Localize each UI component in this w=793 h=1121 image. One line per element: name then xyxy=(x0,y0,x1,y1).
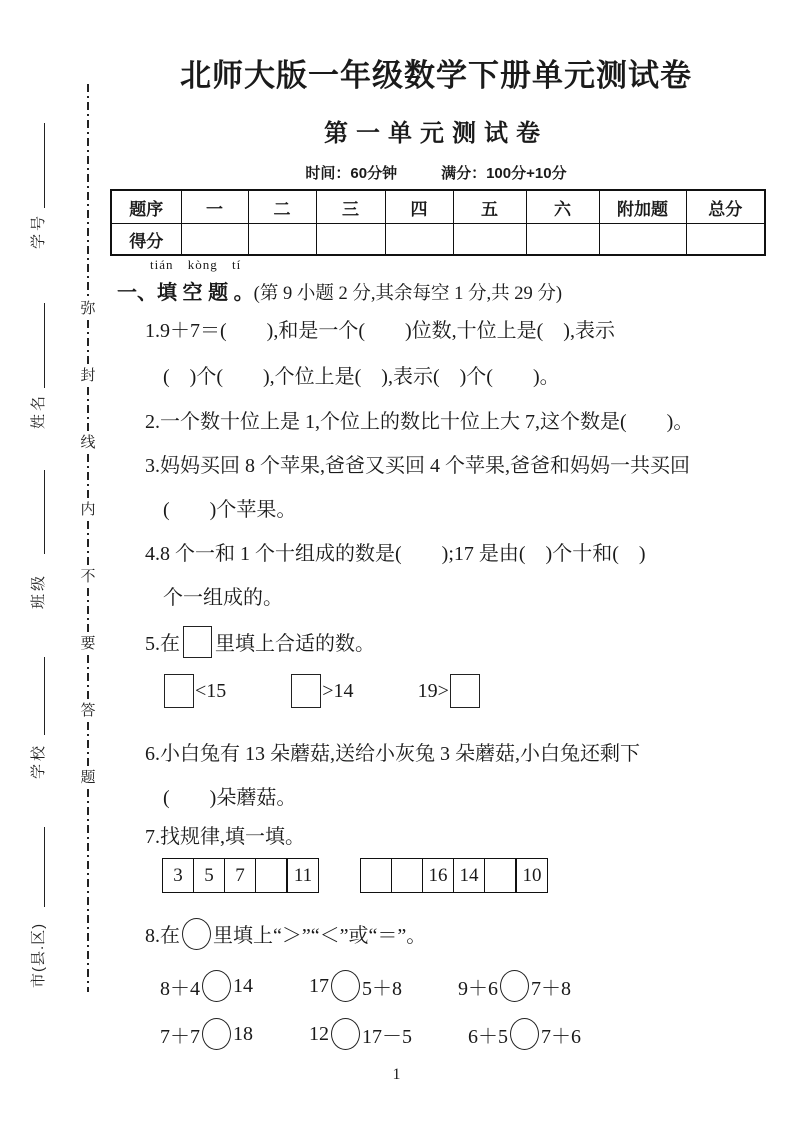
seal-line xyxy=(80,84,96,996)
question-5-text-after: 里填上合适的数。 xyxy=(215,633,375,655)
question-3-line-2: ( )个苹果。 xyxy=(163,499,297,521)
expression-left: 8＋4 xyxy=(160,977,200,1000)
number-sequence-strip-2 xyxy=(360,858,548,893)
score-input-cell[interactable] xyxy=(526,224,599,256)
question-2: 2.一个数十位上是 1,个位上的数比十位上大 7,这个数是( )。 xyxy=(145,411,694,433)
compare-left-text: 19> xyxy=(417,679,449,702)
seal-dash xyxy=(87,454,89,500)
seal-dash xyxy=(87,84,89,299)
seal-char: 内 xyxy=(80,502,96,518)
write-line-student-number[interactable] xyxy=(44,123,45,208)
score-table-header-cell: 三 xyxy=(316,190,385,224)
fill-box[interactable] xyxy=(183,626,212,658)
side-field-label-city: 市(县.区) xyxy=(30,922,47,988)
page-subtitle: 第一单元测试卷 xyxy=(324,120,548,147)
compare-right-text: <15 xyxy=(195,679,227,702)
compare-circle[interactable] xyxy=(182,918,211,950)
seal-char: 不 xyxy=(80,569,96,585)
score-table-header-cell: 题序 xyxy=(111,190,181,224)
question-5-heading xyxy=(145,626,375,658)
question-5-text-before: 5.在 xyxy=(145,633,180,655)
question-8-text-before: 8.在 xyxy=(145,925,180,947)
seal-dash xyxy=(87,789,89,992)
expression-right: 18 xyxy=(233,1022,253,1045)
question-8-text-after: 里填上“＞”“＜”或“＝”。 xyxy=(213,925,427,947)
expression-right: 17－5 xyxy=(362,1025,412,1048)
compare-right-text: >14 xyxy=(322,679,354,702)
expression-left: 7＋7 xyxy=(160,1025,200,1048)
question-6-line-1: 6.小白兔有 13 朵蘑菇,送给小灰兔 3 朵蘑菇,小白兔还剩下 xyxy=(145,743,640,765)
page-title: 北师大版一年级数学下册单元测试卷 xyxy=(180,58,692,93)
expression-right: 7＋8 xyxy=(531,977,571,1000)
compare-circle[interactable] xyxy=(202,1018,231,1050)
write-line-school[interactable] xyxy=(44,657,45,735)
sequence-cell: 3 xyxy=(173,864,183,886)
compare-circle[interactable] xyxy=(331,1018,360,1050)
sequence-cell-blank[interactable] xyxy=(484,859,515,892)
compare-circle[interactable] xyxy=(331,970,360,1002)
side-field-label-student-number: 学号 xyxy=(30,212,47,249)
score-input-cell[interactable] xyxy=(599,224,686,256)
section-heading xyxy=(117,276,562,305)
write-line-class[interactable] xyxy=(44,470,45,554)
seal-char: 要 xyxy=(80,636,96,652)
compare-expression xyxy=(468,1018,581,1050)
score-table-header-cell: 四 xyxy=(385,190,453,224)
fill-box[interactable] xyxy=(291,674,321,708)
compare-circle[interactable] xyxy=(202,970,231,1002)
score-table-header-cell: 五 xyxy=(453,190,526,224)
score-input-cell[interactable] xyxy=(453,224,526,256)
score-table-header-cell: 二 xyxy=(248,190,316,224)
score-table-header-cell: 六 xyxy=(526,190,599,224)
question-3-line-1: 3.妈妈买回 8 个苹果,爸爸又买回 4 个苹果,爸爸和妈妈一共买回 xyxy=(145,455,690,477)
score-table-header-cell: 附加题 xyxy=(599,190,686,224)
sequence-cell: 16 xyxy=(422,859,453,892)
score-table-header-cell: 总分 xyxy=(686,190,765,224)
seal-char: 弥 xyxy=(80,301,96,317)
expression-left: 12 xyxy=(309,1022,329,1045)
expression-right: 5＋8 xyxy=(362,977,402,1000)
expression-right: 14 xyxy=(233,974,253,997)
time-label: 时间：60分钟 xyxy=(305,165,398,182)
sequence-cell: 10 xyxy=(515,859,547,892)
question-8-heading xyxy=(145,918,426,950)
page-number: 1 xyxy=(392,1066,401,1083)
score-table-header-cell: 一 xyxy=(181,190,248,224)
sequence-cell-blank[interactable] xyxy=(391,859,422,892)
seal-dash xyxy=(87,320,89,366)
question-1-line-1: 1.9＋7＝( ),和是一个( )位数,十位上是( ),表示 xyxy=(145,320,615,342)
sequence-cell-blank[interactable] xyxy=(255,859,286,892)
sequence-cell-blank[interactable] xyxy=(361,859,391,892)
sequence-cell: 11 xyxy=(286,859,318,892)
score-table xyxy=(110,189,766,256)
question-1-line-2: ( )个( ),个位上是( ),表示( )个( )。 xyxy=(163,366,560,388)
seal-char: 线 xyxy=(80,435,96,451)
compare-item xyxy=(418,674,481,708)
compare-expression xyxy=(160,970,253,1002)
section-pinyin: tián kòng tí xyxy=(150,257,242,272)
expression-right: 7＋6 xyxy=(541,1025,581,1048)
compare-circle[interactable] xyxy=(510,1018,539,1050)
seal-char: 封 xyxy=(80,368,96,384)
score-input-cell[interactable] xyxy=(686,224,765,256)
compare-item xyxy=(290,674,353,708)
expression-left: 9＋6 xyxy=(458,977,498,1000)
section-heading-text: 一、填 空 题 。 xyxy=(117,282,254,304)
side-field-label-name: 姓名 xyxy=(30,392,47,429)
question-5-answer-row xyxy=(163,674,481,708)
seal-dash xyxy=(87,722,89,768)
fill-box[interactable] xyxy=(164,674,194,708)
fill-box[interactable] xyxy=(450,674,480,708)
question-4-line-2: 个一组成的。 xyxy=(163,587,283,609)
compare-circle[interactable] xyxy=(500,970,529,1002)
compare-item xyxy=(163,674,226,708)
seal-dash xyxy=(87,387,89,433)
seal-dash xyxy=(87,588,89,634)
number-sequence-strip-1 xyxy=(162,858,319,893)
expression-left: 17 xyxy=(309,974,329,997)
score-row-label: 得分 xyxy=(111,224,181,256)
write-line-name[interactable] xyxy=(44,303,45,388)
question-6-line-2: ( )朵蘑菇。 xyxy=(163,787,297,809)
exam-info-line xyxy=(110,162,762,183)
question-8-row-2 xyxy=(160,1018,581,1050)
seal-dash xyxy=(87,655,89,701)
section-heading-note: (第 9 小题 2 分,其余每空 1 分,共 29 分) xyxy=(253,284,562,304)
score-input-cell[interactable] xyxy=(316,224,385,256)
full-score-label: 满分：100分+10分 xyxy=(441,165,567,182)
score-input-cell[interactable] xyxy=(181,224,248,256)
sequence-cell: 14 xyxy=(453,859,484,892)
score-input-cell[interactable] xyxy=(385,224,453,256)
side-field-label-class: 班级 xyxy=(30,572,47,609)
compare-expression xyxy=(309,1018,412,1050)
question-8-row-1 xyxy=(160,970,571,1002)
question-4-line-1: 4.8 个一和 1 个十组成的数是( );17 是由( )个十和( ) xyxy=(145,543,646,565)
write-line-city[interactable] xyxy=(44,827,45,907)
expression-left: 6＋5 xyxy=(468,1025,508,1048)
seal-dash xyxy=(87,521,89,567)
seal-char: 答 xyxy=(80,703,96,719)
score-input-cell[interactable] xyxy=(248,224,316,256)
side-field-label-school: 学校 xyxy=(30,742,47,779)
compare-expression xyxy=(309,970,402,1002)
sequence-cell: 5 xyxy=(193,859,224,892)
question-7-heading: 7.找规律,填一填。 xyxy=(145,826,305,848)
seal-char: 题 xyxy=(80,770,96,786)
sequence-cell: 7 xyxy=(224,859,255,892)
compare-expression xyxy=(458,970,571,1002)
compare-expression xyxy=(160,1018,253,1050)
